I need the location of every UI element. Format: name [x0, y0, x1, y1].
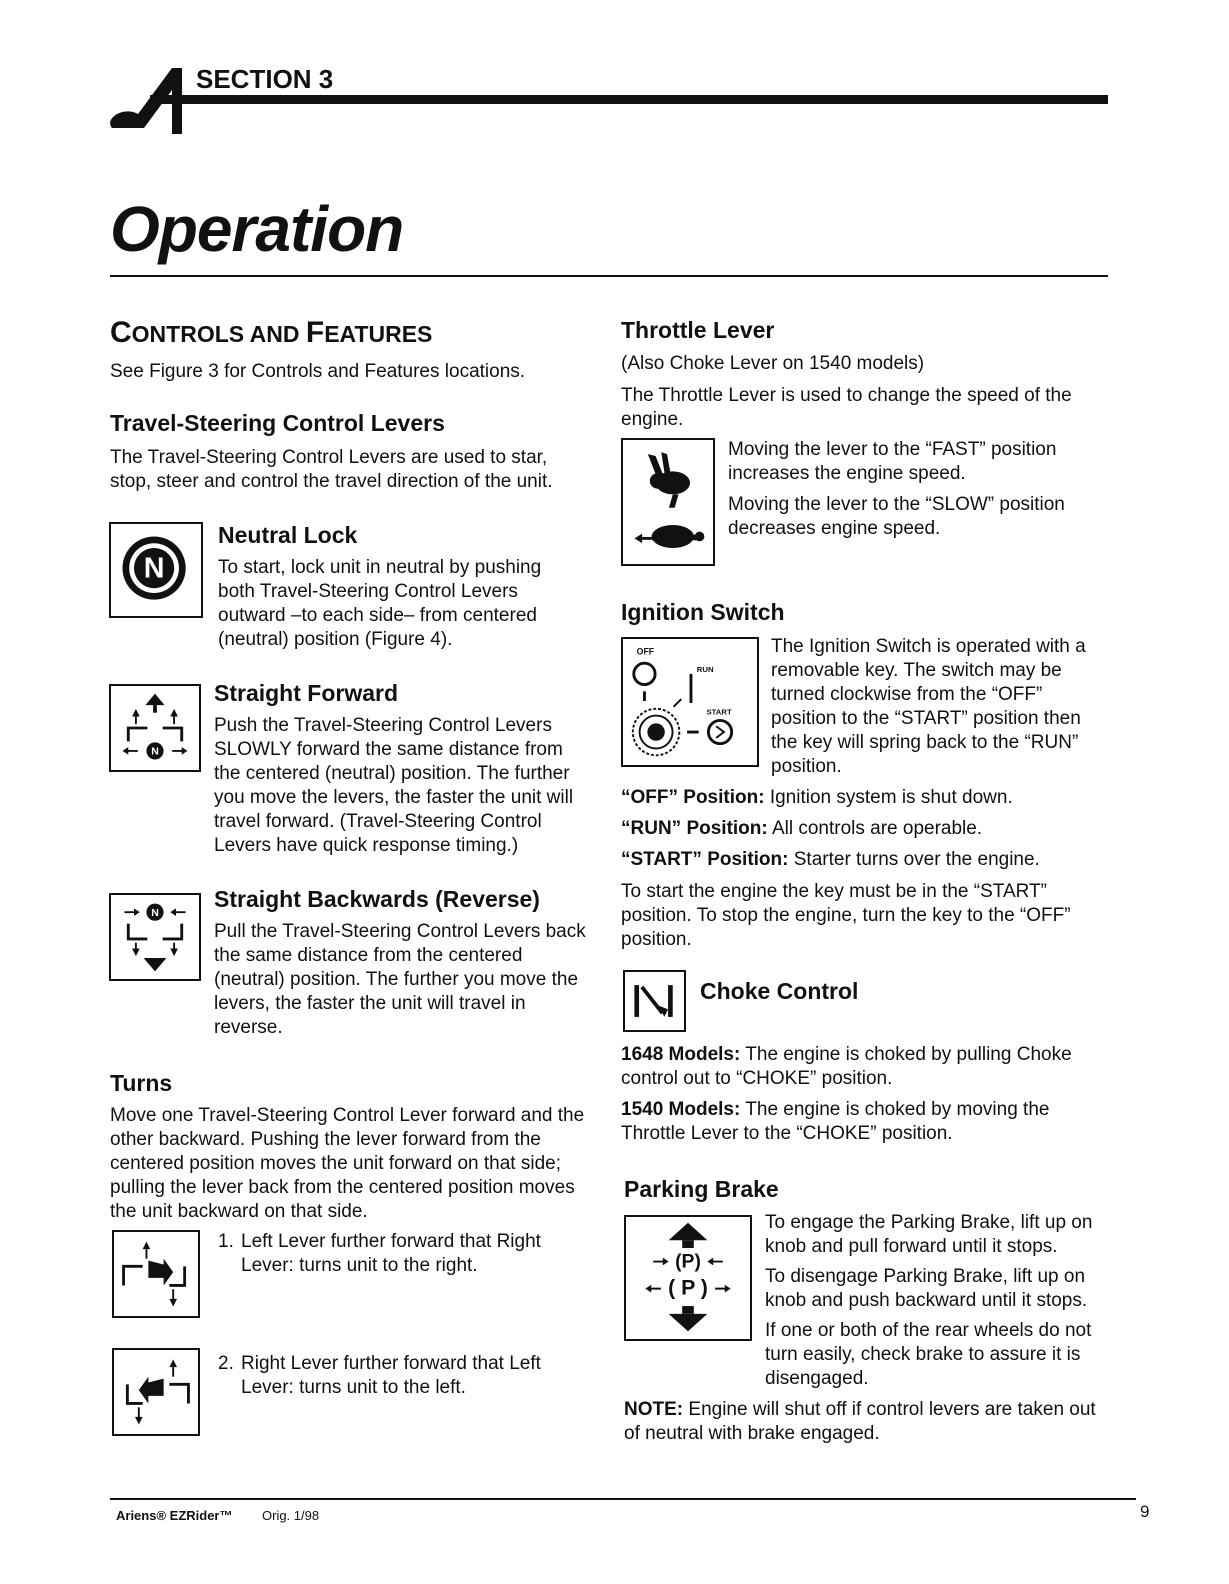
section-heading: CONTROLS AND FEATURES: [110, 316, 433, 349]
backward-heading: Straight Backwards (Reverse): [214, 886, 540, 912]
page-number: 9: [1140, 1502, 1150, 1521]
ignition-switch-icon: [621, 637, 759, 767]
turn-right-icon: [112, 1230, 200, 1318]
turn-right-num: 1.: [218, 1231, 234, 1252]
parking-brake-icon: [624, 1215, 752, 1341]
choke-1540-text: The engine is choked by moving the Throttle Lever to the “CHOKE” position.: [621, 1099, 1050, 1144]
neutral-lock-icon: [109, 522, 203, 618]
choke-icon: [623, 970, 686, 1032]
svg-text:N: N: [143, 552, 165, 585]
start-position-text: Starter turns over the engine.: [793, 849, 1040, 870]
start-position-label: “START” Position:: [621, 849, 789, 870]
throttle-icon: [621, 438, 715, 566]
brake-disengage: To disengage Parking Brake, lift up on knob and push backward until it stops.: [765, 1266, 1088, 1311]
section-intro: See Figure 3 for Controls and Features locations.: [110, 361, 526, 382]
turn-right-text: Left Lever further forward that Right Lever: turns unit to the right.: [241, 1231, 541, 1276]
throttle-slow: Moving the lever to the “SLOW” position decreases engine speed.: [728, 494, 1065, 539]
off-position-text: Ignition system is shut down.: [769, 787, 1013, 808]
title-rule: [110, 275, 1108, 277]
throttle-heading: Throttle Lever: [621, 317, 775, 343]
section-label: SECTION 3: [196, 64, 334, 94]
off-position-label: “OFF” Position:: [621, 787, 765, 808]
note-text: Engine will shut off if control levers are taken out of neutral with brake engaged.: [624, 1399, 1096, 1444]
choke-1540-label: 1540 Models:: [621, 1099, 741, 1120]
svg-text:N: N: [151, 907, 159, 919]
neutral-heading: Neutral Lock: [218, 522, 358, 548]
turn-left-text: Right Lever further forward that Left Lever: turns unit to the left.: [241, 1353, 541, 1398]
turns-text: Move one Travel-Steering Control Lever forward and the other backward. Pushing the lever forward from the centered position moves the unit forward on that side; pulling the lever back from the centered position moves the unit backward on that side.: [110, 1105, 585, 1222]
ignition-off-label: OFF: [636, 646, 655, 657]
choke-1648: [621, 1043, 1111, 1091]
forward-heading: Straight Forward: [214, 680, 399, 706]
choke-1540: [621, 1098, 1111, 1146]
reverse-icon: [109, 893, 201, 981]
throttle-note: (Also Choke Lever on 1540 models): [621, 353, 925, 374]
backward-text: Pull the Travel-Steering Control Levers back the same distance from the centered (neutral) position. The further you move the levers, the faster the unit will travel in reverse.: [214, 921, 586, 1038]
ignition-start-label: START: [706, 707, 732, 717]
choke-heading: Choke Control: [700, 978, 859, 1004]
ignition-heading: Ignition Switch: [621, 599, 785, 625]
forward-icon: [109, 684, 201, 772]
svg-text:(P): (P): [675, 1250, 701, 1273]
svg-text:N: N: [151, 745, 159, 758]
header-rule: [150, 95, 1108, 104]
brake-heading: Parking Brake: [624, 1176, 779, 1202]
run-position: [621, 817, 1111, 841]
brake-engage: To engage the Parking Brake, lift up on knob and pull forward until it stops.: [765, 1212, 1093, 1257]
turn-left-num: 2.: [218, 1353, 234, 1374]
start-position: [621, 848, 1111, 872]
turn-left-icon: [112, 1348, 200, 1436]
ignition-text: The Ignition Switch is operated with a removable key. The switch may be turned clockwise from the “OFF” position to the “START” position then the key will spring back to the “RUN” position.: [771, 636, 1086, 777]
svg-text:( P ): ( P ): [668, 1275, 708, 1300]
travel-heading: Travel-Steering Control Levers: [110, 410, 445, 436]
turns-heading: Turns: [110, 1070, 173, 1096]
note: [624, 1398, 1104, 1446]
forward-text: Push the Travel-Steering Control Levers SLOWLY forward the same distance from the centered (neutral) position. The further you move the levers, the faster the unit will travel forward. (Travel-Steering Control Levers have quick response timing.): [214, 715, 574, 856]
footer-orig: Orig. 1/98: [262, 1508, 320, 1523]
choke-1648-text: The engine is choked by pulling Choke control out to “CHOKE” position.: [621, 1044, 1072, 1089]
footer-rule: [110, 1498, 1136, 1500]
off-position: [621, 786, 1111, 810]
brake-wheels: If one or both of the rear wheels do not turn easily, check brake to assure it is disengaged.: [765, 1320, 1092, 1389]
travel-text: The Travel-Steering Control Levers are used to star, stop, steer and control the travel direction of the unit.: [110, 447, 553, 492]
ignition-start-stop: To start the engine the key must be in the “START” position. To stop the engine, turn the key to the “OFF” position.: [621, 881, 1071, 950]
note-label: NOTE:: [624, 1399, 684, 1420]
footer-brand: Ariens® EZRider™: [116, 1508, 233, 1523]
page-title: Operation: [110, 193, 404, 265]
choke-1648-label: 1648 Models:: [621, 1044, 741, 1065]
throttle-fast: Moving the lever to the “FAST” position increases the engine speed.: [728, 439, 1057, 484]
run-position-label: “RUN” Position:: [621, 818, 768, 839]
ignition-run-label: RUN: [696, 664, 714, 674]
neutral-text: To start, lock unit in neutral by pushing both Travel-Steering Control Levers outward –to each side– from centered (neutral) position (Figure 4).: [218, 557, 542, 650]
throttle-text: The Throttle Lever is used to change the speed of the engine.: [621, 385, 1072, 430]
run-position-text: All controls are operable.: [771, 818, 983, 839]
